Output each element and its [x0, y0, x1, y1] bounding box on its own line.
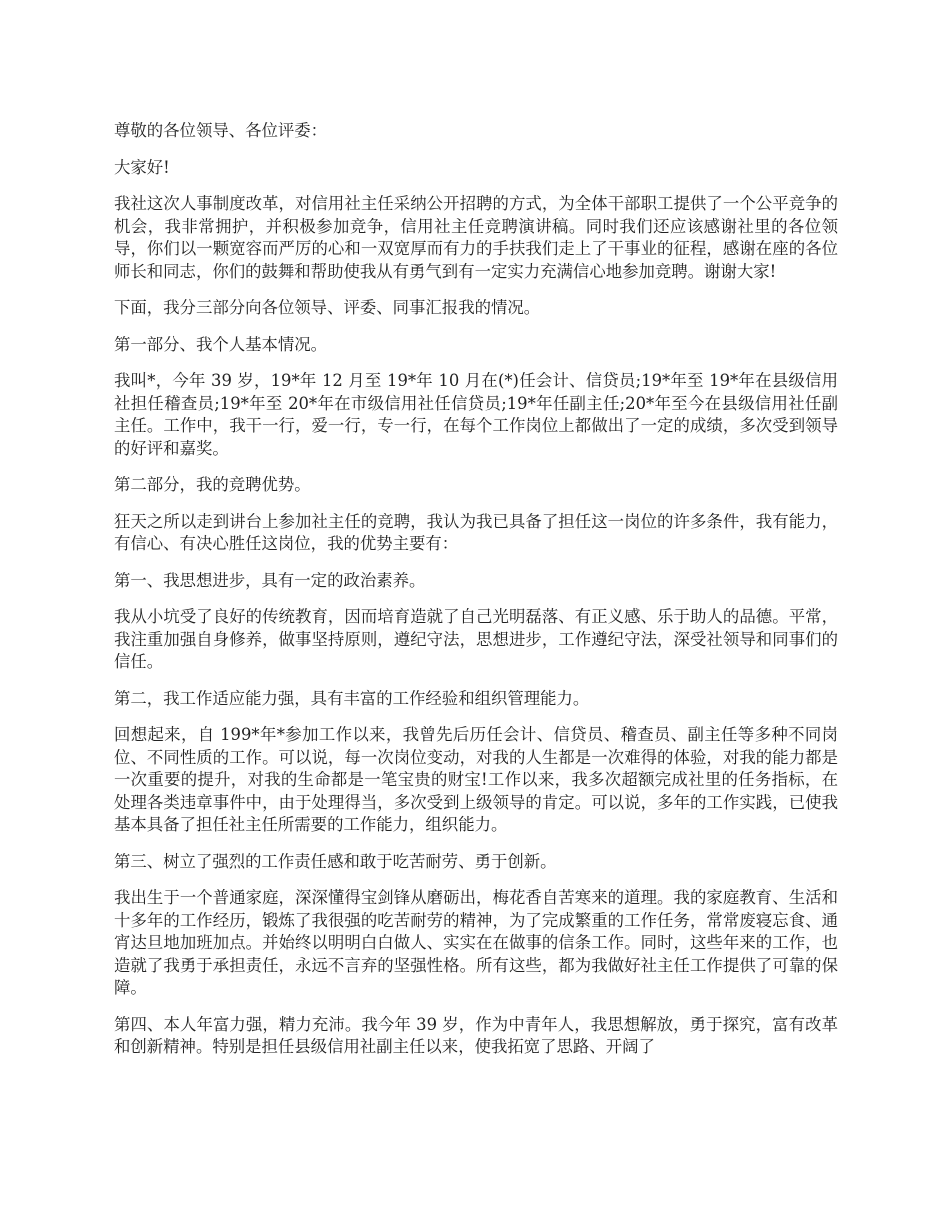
subsection-heading: 第一、我思想进步，具有一定的政治素养。 [114, 570, 426, 590]
body-paragraph: 第四、本人年富力强，精力充沛。我今年 39 岁，作为中青年人，我思想解放，勇于探究，富有改革和创新精神。特别是担任县级信用社副主任以来，使我拓宽了思路、开阔了 [114, 1014, 838, 1056]
document-body [114, 120, 838, 1073]
body-paragraph: 我从小坑受了良好的传统教育，因而培育造就了自己光明磊落、有正义感、乐于助人的品德。平常，我注重加强自身修养，做事坚持原则，遵纪守法，思想进步，工作遵纪守法，深受社领导和同事们的信任。 [114, 607, 838, 671]
body-paragraph: 我出生于一个普通家庭，深深懂得宝剑锋从磨砺出，梅花香自苦寒来的道理。我的家庭教育、生活和十多年的工作经历，锻炼了我很强的吃苦耐劳的精神，为了完成繁重的工作任务，常常废寝忘食、通宵达旦地加班加点。并始终以明明白白做人、实实在在做事的信条工作。同时，这些年来的工作，也造就了我勇于承担责任，永远不言弃的坚强性格。所有这些，都为我做好社主任工作提供了可靠的保障。 [114, 888, 838, 997]
salutation: 尊敬的各位领导、各位评委： [114, 121, 328, 140]
section-heading: 第一部分、我个人基本情况。 [114, 334, 328, 354]
body-paragraph: 狂天之所以走到讲台上参加社主任的竞聘，我认为我已具备了担任这一岗位的许多条件，我有能力，有信心、有决心胜任这岗位，我的优势主要有： [114, 511, 838, 553]
body-paragraph: 下面，我分三部分向各位领导、评委、同事汇报我的情况。 [114, 298, 541, 317]
subsection-heading: 第二，我工作适应能力强，具有丰富的工作经验和组织管理能力。 [114, 688, 590, 708]
section-heading: 第二部分，我的竞聘优势。 [114, 475, 311, 494]
body-paragraph: 我叫*，今年 39 岁，19*年 12 月至 19*年 10 月在(*)任会计、信贷员;19*年至 19*年在县级信用社担任稽查员;19*年至 20*年在市级信用社任信贷员;19*年任副主任;20*年至今在县级信用社任副主任。工作中，我干一行，爱一行，专一行，在每个工作岗位上都做出了一定的成绩，多次受到领导的好评和嘉奖。 [114, 371, 838, 458]
body-paragraph: 回想起来，自 199*年*参加工作以来，我曾先后历任会计、信贷员、稽查员、副主任等多种不同岗位、不同性质的工作。可以说，每一次岗位变动，对我的人生都是一次难得的体验，对我的能力都是一次重要的提升，对我的生命都是一笔宝贵的财宝!工作以来，我多次超额完成社里的任务指标，在处理各类违章事件中，由于处理得当，多次受到上级领导的肯定。可以说，多年的工作实践，已使我基本具备了担任社主任所需要的工作能力，组织能力。 [114, 725, 838, 834]
body-paragraph: 我社这次人事制度改革，对信用社主任采纳公开招聘的方式，为全体干部职工提供了一个公平竞争的机会，我非常拥护，并积极参加竞争，信用社主任竞聘演讲稿。同时我们还应该感谢社里的各位领导，你们以一颗宽容而严厉的心和一双宽厚而有力的手扶我们走上了干事业的征程，感谢在座的各位师长和同志，你们的鼓舞和帮助使我从有勇气到有一定实力充满信心地参加竞聘。谢谢大家! [114, 194, 838, 281]
greeting: 大家好! [114, 157, 170, 177]
subsection-heading: 第三、树立了强烈的工作责任感和敢于吃苦耐劳、勇于创新。 [114, 851, 557, 871]
